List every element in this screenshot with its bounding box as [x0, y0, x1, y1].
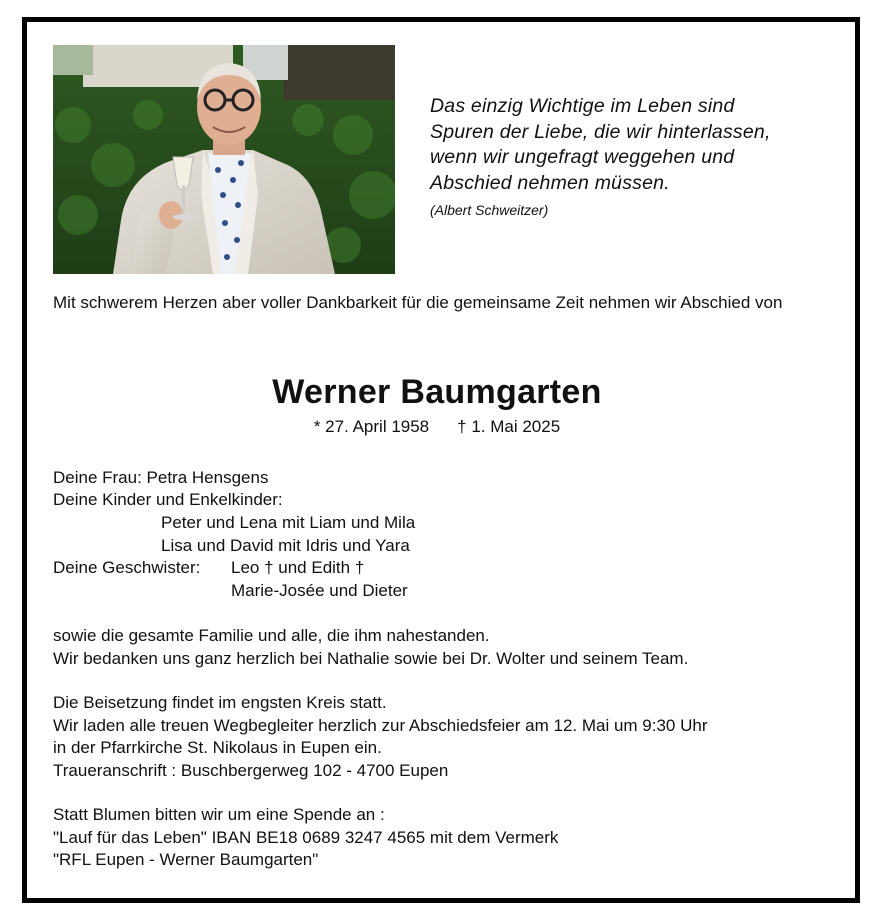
deceased-name: Werner Baumgarten	[272, 373, 602, 411]
family-siblings-label: Deine Geschwister:	[53, 558, 201, 577]
funeral-line: Die Beisetzung findet im engsten Kreis statt.	[53, 693, 387, 712]
donation-line: Statt Blumen bitten wir um eine Spende an :	[53, 805, 385, 824]
funeral-paragraph	[53, 692, 708, 782]
portrait-photo	[53, 45, 395, 274]
funeral-line: Wir laden alle treuen Wegbegleiter herzlich zur Abschiedsfeier am 12. Mai um 9:30 Uhr	[53, 715, 708, 735]
donation-paragraph	[53, 804, 558, 872]
donation-line: "Lauf für das Leben" IBAN BE18 0689 3247 4565 mit dem Vermerk	[53, 827, 559, 847]
family-sibling: Marie-Josée und Dieter	[231, 581, 408, 600]
quote-line: Das einzig Wichtige im Leben sind	[430, 95, 735, 117]
donation-line: "RFL Eupen - Werner Baumgarten"	[53, 850, 319, 870]
death-date: † 1. Mai 2025	[457, 417, 561, 436]
quote-line: Abschied nehmen müssen.	[430, 171, 670, 194]
quote-line: wenn wir ungefragt weggehen und	[430, 146, 735, 168]
family-children-label: Deine Kinder und Enkelkinder:	[53, 490, 283, 509]
funeral-line: Traueranschrift : Buschbergerweg 102 - 4700 Eupen	[53, 760, 449, 780]
family-wife: Deine Frau: Petra Hensgens	[53, 468, 269, 487]
life-dates	[0, 417, 874, 437]
family-sibling: Leo † und Edith †	[231, 558, 365, 577]
family-child: Peter und Lena mit Liam und Mila	[161, 513, 416, 532]
thanks-paragraph	[53, 625, 688, 670]
family-child: Lisa und David mit Idris und Yara	[161, 536, 410, 555]
memorial-quote	[430, 94, 840, 196]
intro-text: Mit schwerem Herzen aber voller Dankbarkeit für die gemeinsame Zeit nehmen wir Abschied von	[53, 293, 783, 312]
funeral-line: in der Pfarrkirche St. Nikolaus in Eupen ein.	[53, 738, 382, 758]
thanks-line: sowie die gesamte Familie und alle, die ihm nahestanden.	[53, 626, 490, 645]
quote-line: Spuren der Liebe, die wir hinterlassen,	[430, 120, 771, 143]
quote-author: (Albert Schweitzer)	[430, 202, 549, 218]
thanks-line: Wir bedanken uns ganz herzlich bei Nathalie sowie bei Dr. Wolter und seinem Team.	[53, 648, 689, 668]
birth-date: * 27. April 1958	[313, 417, 430, 436]
